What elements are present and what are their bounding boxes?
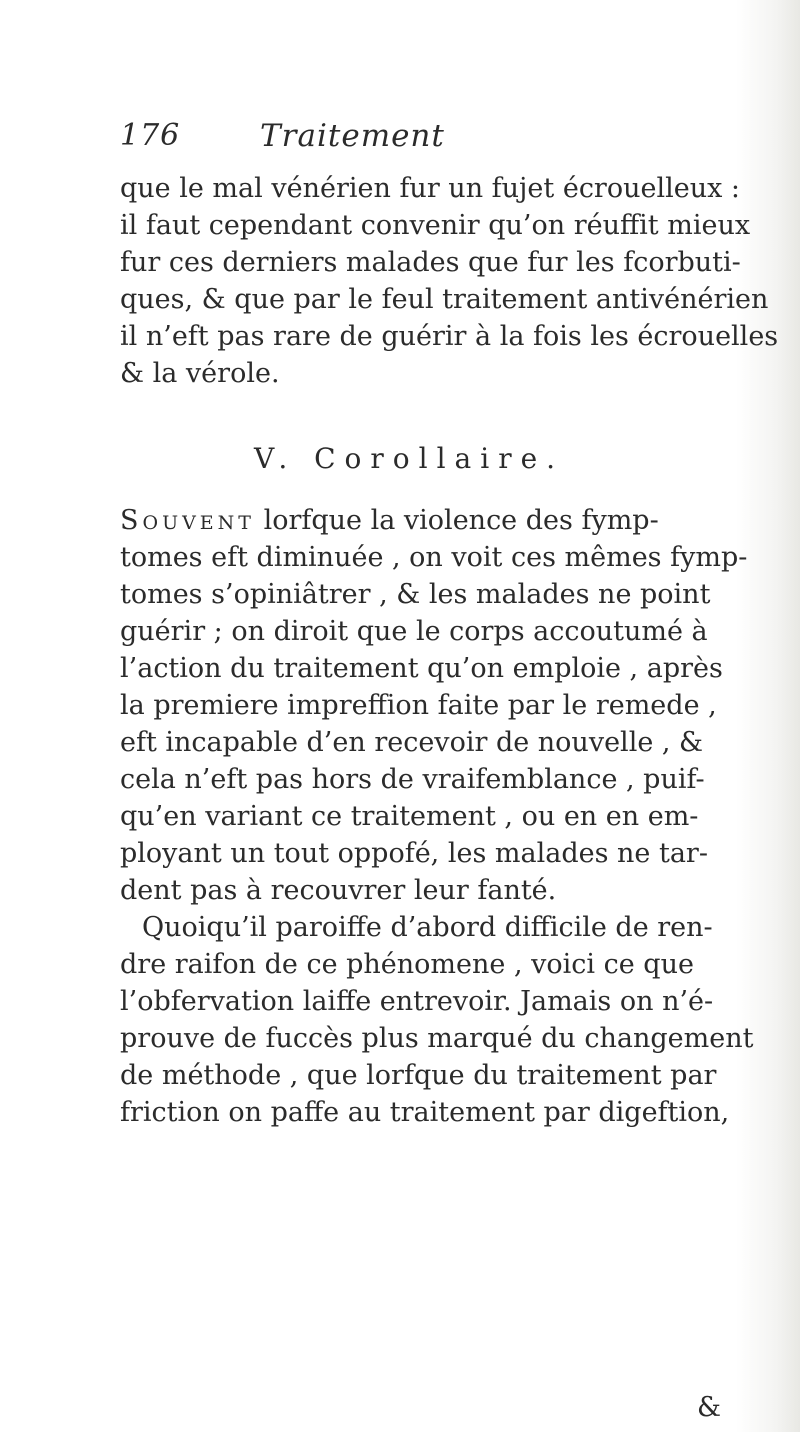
text-line: dre raifon de ce phénomene , voici ce que — [120, 949, 694, 980]
page-header — [120, 118, 680, 158]
text-line-rest: lorfque la violence des fymp- — [263, 505, 659, 536]
text-line: Quoiqu’il paroiffe d’abord difficile de ren- — [142, 912, 713, 943]
text-line: guérir ; on diroit que le corps accoutumé à — [120, 616, 708, 647]
text-line: friction on paffe au traitement par digeftion, — [120, 1097, 730, 1128]
paragraph-observation — [120, 909, 760, 1131]
text-line: il faut cependant convenir qu’on réuffit mieux — [120, 210, 751, 241]
text-line: de méthode , que lorfque du traitement par — [120, 1060, 717, 1091]
text-line: prouve de fuccès plus marqué du changement — [120, 1023, 754, 1054]
section-title: V. Corollaire. — [254, 442, 565, 475]
text-line: ques, & que par le feul traitement antivénérien — [120, 284, 769, 315]
page-number: 176 — [120, 118, 181, 153]
text-line: ployant un tout oppofé, les malades ne tar- — [120, 838, 708, 869]
text-line — [120, 502, 760, 539]
drop-word: Souvent — [120, 505, 255, 536]
text-line: la premiere impreffion faite par le remede , — [120, 690, 717, 721]
text-line: dent pas à recouvrer leur fanté. — [120, 875, 557, 906]
running-head: Traitement — [260, 118, 445, 154]
text-line: il n’eft pas rare de guérir à la fois les écrouelles — [120, 321, 779, 352]
paragraph-continuation — [120, 170, 779, 392]
paragraph-corollary — [120, 502, 760, 909]
text-line: & la vérole. — [120, 358, 280, 389]
text-line: eft incapable d’en recevoir de nouvelle , & — [120, 727, 704, 758]
text-line: l’obfervation laiffe entrevoir. Jamais on n’é- — [120, 986, 714, 1017]
text-line: fur ces derniers malades que fur les fcorbuti- — [120, 247, 741, 278]
text-line: qu’en variant ce traitement , ou en en em- — [120, 801, 699, 832]
text-line: l’action du traitement qu’on emploie , après — [120, 653, 723, 684]
text-line: cela n’eft pas hors de vraifemblance , puif- — [120, 764, 705, 795]
text-line: tomes eft diminuée , on voit ces mêmes fymp- — [120, 542, 748, 573]
text-line: tomes s’opiniâtrer , & les malades ne point — [120, 579, 711, 610]
text-line: que le mal vénérien fur un fujet écrouelleux : — [120, 173, 741, 204]
catchword: & — [697, 1392, 722, 1423]
